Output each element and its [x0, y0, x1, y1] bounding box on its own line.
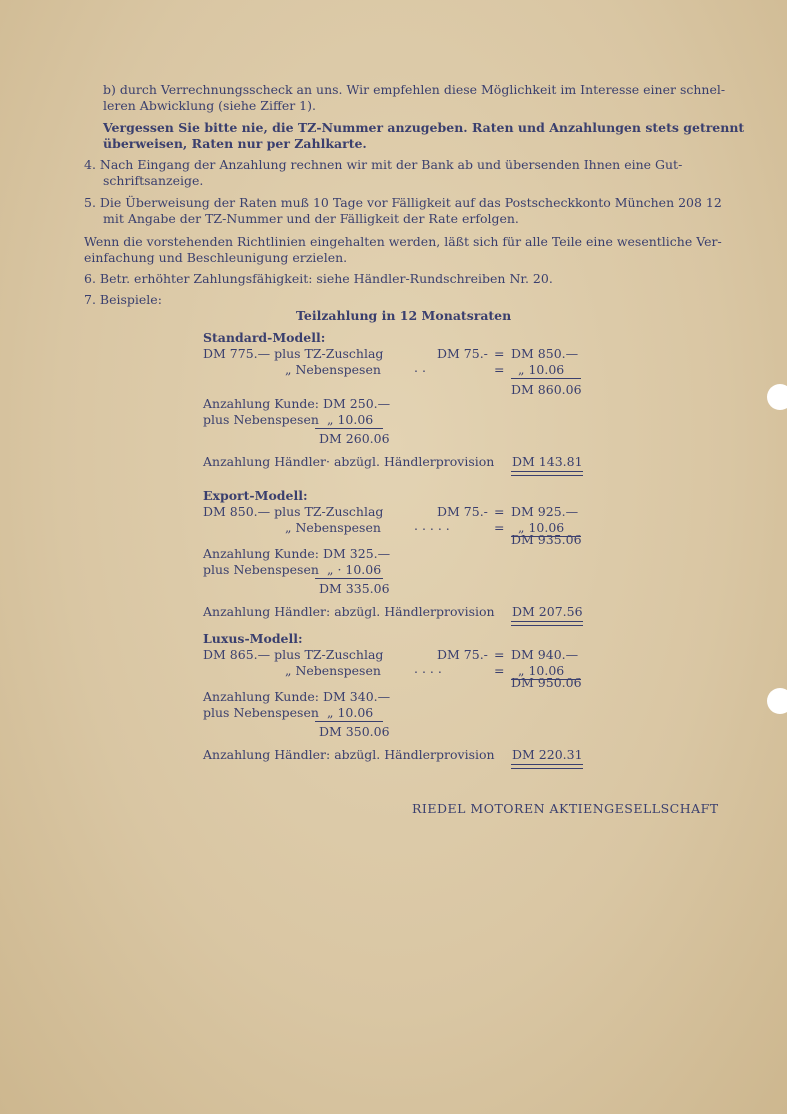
equals-1: = [494, 647, 505, 662]
warning-line1: Vergessen Sie bitte nie, die TZ-Nummer anzugeben. Raten und Anzahlungen stets getrennt [103, 120, 745, 135]
equals-1: = [494, 346, 505, 361]
fees-value-2: „ 10.06 [327, 705, 374, 720]
equals-1: = [494, 504, 505, 519]
fees-value-2: „ 10.06 [327, 412, 374, 427]
item-4-line1: 4. Nach Eingang der Anzahlung rechnen wir mit der Bank ab und übersenden Ihnen eine Gut- [84, 157, 683, 172]
surcharge: DM 75.- [437, 647, 488, 662]
item-7: 7. Beispiele: [84, 292, 162, 307]
down-payment-customer: Anzahlung Kunde: DM 340.— [203, 689, 391, 704]
equals-2: = [494, 362, 505, 377]
warning-line2: überweisen, Raten nur per Zahlkarte. [103, 136, 367, 151]
table-title: Teilzahlung in 12 Monatsraten [296, 308, 512, 323]
surcharge: DM 75.- [437, 346, 488, 361]
down-payment-total: DM 260.06 [319, 431, 390, 446]
fees-label: „ Nebenspesen [285, 663, 381, 678]
total: DM 935.06 [511, 532, 582, 547]
fees-value: „ 10.06 [518, 520, 565, 535]
item-6: 6. Betr. erhöhter Zahlungsfähigkeit: siehe Händler-Rundschreiben Nr. 20. [84, 271, 553, 286]
fees-label-2: plus Nebenspesen [203, 412, 319, 427]
model-name: Standard-Modell: [203, 330, 326, 345]
item-b-line1: b) durch Verrechnungsscheck an uns. Wir empfehlen diese Möglichkeit im Interesse einer schnel- [103, 82, 726, 97]
company-signature: RIEDEL MOTOREN AKTIENGESELLSCHAFT [412, 801, 719, 816]
paragraph-line2: einfachung und Beschleunigung erzielen. [84, 250, 348, 265]
dot-leader: . . [414, 360, 426, 375]
dealer-payment-label: Anzahlung Händler· abzügl. Händlerprovision [203, 454, 495, 469]
dot-leader: . . . . [414, 661, 442, 676]
dealer-payment-label: Anzahlung Händler: abzügl. Händlerprovision [203, 604, 495, 619]
price-line: DM 865.— plus TZ-Zuschlag [203, 647, 384, 662]
item-b-line2: leren Abwicklung (siehe Ziffer 1). [103, 98, 316, 113]
dealer-payment-value: DM 143.81 [512, 454, 583, 469]
down-payment-customer: Anzahlung Kunde: DM 325.— [203, 546, 391, 561]
dealer-payment-double-rule [511, 764, 583, 769]
punch-hole-top [767, 384, 787, 410]
subtotal: DM 940.— [511, 647, 579, 662]
down-payment-rule [315, 428, 383, 429]
item-5-line2: mit Angabe der TZ-Nummer und der Fälligkeit der Rate erfolgen. [103, 211, 519, 226]
punch-hole-bottom [767, 688, 787, 714]
fees-value: „ 10.06 [518, 663, 565, 678]
fees-label-2: plus Nebenspesen [203, 705, 319, 720]
surcharge: DM 75.- [437, 504, 488, 519]
subtotal: DM 850.— [511, 346, 579, 361]
dealer-payment-value: DM 220.31 [512, 747, 583, 762]
total: DM 950.06 [511, 675, 582, 690]
dealer-payment-value: DM 207.56 [512, 604, 583, 619]
model-name: Export-Modell: [203, 488, 308, 503]
down-payment-rule [315, 578, 383, 579]
dealer-payment-double-rule [511, 471, 583, 476]
down-payment-customer: Anzahlung Kunde: DM 250.— [203, 396, 391, 411]
fees-value-2: „ · 10.06 [327, 562, 382, 577]
down-payment-rule [315, 721, 383, 722]
fees-label: „ Nebenspesen [285, 520, 381, 535]
total: DM 860.06 [511, 382, 582, 397]
dealer-payment-double-rule [511, 621, 583, 626]
item-5-line1: 5. Die Überweisung der Raten muß 10 Tage vor Fälligkeit auf das Postscheckkonto München 208 12 [84, 195, 722, 210]
subtotal-rule [511, 679, 581, 680]
model-name: Luxus-Modell: [203, 631, 303, 646]
price-line: DM 850.— plus TZ-Zuschlag [203, 504, 384, 519]
fees-label: „ Nebenspesen [285, 362, 381, 377]
down-payment-total: DM 350.06 [319, 724, 390, 739]
down-payment-total: DM 335.06 [319, 581, 390, 596]
fees-label-2: plus Nebenspesen [203, 562, 319, 577]
paragraph-line1: Wenn die vorstehenden Richtlinien eingehalten werden, läßt sich für alle Teile eine wesentliche Ver- [84, 234, 722, 249]
dot-leader: . . . . . [414, 518, 450, 533]
price-line: DM 775.— plus TZ-Zuschlag [203, 346, 384, 361]
subtotal-rule [511, 536, 581, 537]
fees-value: „ 10.06 [518, 362, 565, 377]
equals-2: = [494, 663, 505, 678]
equals-2: = [494, 520, 505, 535]
dealer-payment-label: Anzahlung Händler: abzügl. Händlerprovision [203, 747, 495, 762]
subtotal-rule [511, 378, 581, 379]
subtotal: DM 925.— [511, 504, 579, 519]
item-4-line2: schriftsanzeige. [103, 173, 204, 188]
